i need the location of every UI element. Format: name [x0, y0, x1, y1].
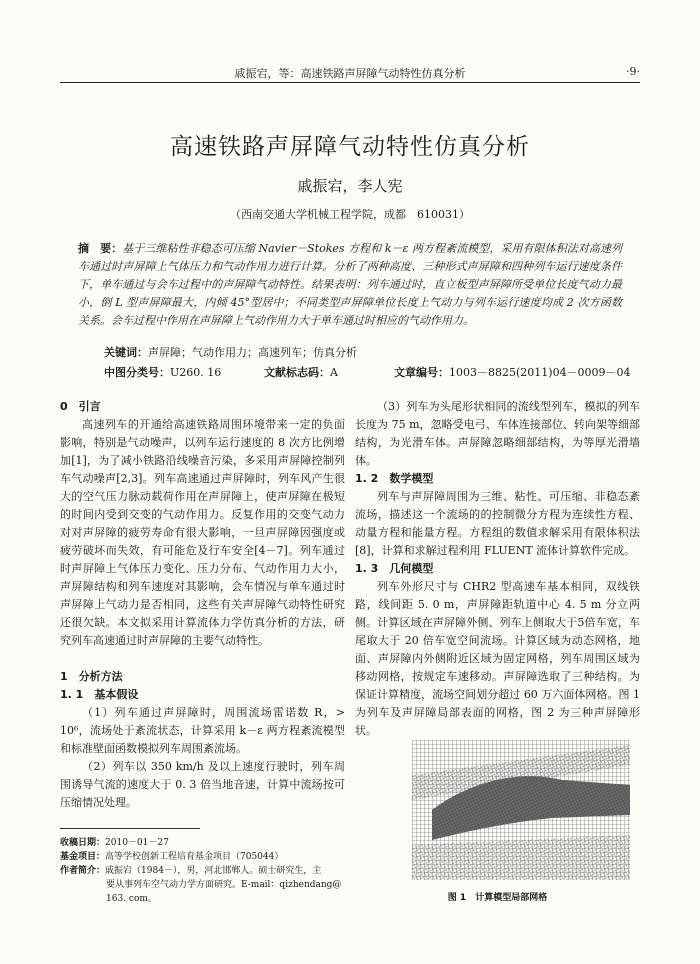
received-date: 收稿日期：2010－01－27 — [60, 838, 169, 848]
paper-title: 高速铁路声屏障气动特性仿真分析 — [170, 134, 530, 160]
geometry-model-paragraph: 列车外形尺寸与 CHR2 型高速车基本相同，双线铁路，线间距 5. 0 m，声屏障距轨道中心 4. 5 m 分立两侧。计算区域在声屏障外侧、列车上侧取大于5倍车宽，车尾取大于 20 倍车宽空间流场。计算区域为动态网格，地面、声屏障内外侧附近区域为固定网格，列车周围区域为移动网格，按规定车速移动。声屏障选取了三种结构。为保证计算精度，流场空间划分超过 60 万六面体网格。图 1 为列车及声屏障局部表面的网格，图 2 为三种声屏障形状。 — [355, 580, 640, 737]
assumptions-heading: 1. 1 基本假设 — [60, 688, 139, 701]
intro-heading: 0 引言 — [60, 400, 101, 413]
math-model-paragraph: 列车与声屏障周围为三维、粘性、可压缩、非稳态紊流场，描述这一个流场的的控制微分方程为连续性方程、动量方程和能量方程。方程组的数值求解采用有限体积法[8]，计算和求解过程利用 FLUENT 流体计算软件完成。 — [355, 490, 640, 557]
doc-code-value: A — [330, 366, 338, 379]
page-number: ·9· — [626, 65, 640, 78]
footnotes — [60, 836, 345, 906]
assumption-2: （2）列车以 350 km/h 及以上速度行驶时，列车周围诱导气流的速度大于 0. 3 倍当地音速，计算中流场按可压缩情况处理。 — [60, 760, 345, 809]
article-number-label: 文章编号： — [394, 366, 449, 379]
footnote-rule — [60, 828, 200, 829]
abstract — [78, 240, 622, 330]
assumption-3: （3）列车为头尾形状相同的流线型列车，模拟的列车长度为 75 m，忽略受电弓、车体连接部位、转向架等细部结构，为光滑车体。声屏障忽略细部结构，为等厚光滑墙体。 — [355, 400, 640, 467]
geometry-model-heading: 1. 3 几何模型 — [355, 562, 434, 575]
figure-1-mesh-image — [412, 740, 630, 880]
affiliation: （西南交通大学机械工程学院，成都 610031） — [230, 208, 470, 221]
clc-label: 中图分类号： — [104, 366, 170, 379]
intro-paragraph: 高速列车的开通给高速铁路周围环境带来一定的负面影响，特别是气动噪声，以列车运行速度的 8 次方比例增加[1]，为了减小铁路沿线噪音污染，多采用声屏障控制列车气动噪声[2,3]。列车高速通过声屏障时，列车风产生很大的空气压力脉动载荷作用在声屏障上，使声屏障在极短的时间内受到交变的气动作用力。反复作用的交变气动力对对声屏障的疲劳寿命有很大影响，一旦声屏障因强度或疲劳破坏而失效，有可能危及行车安全[4－7]。列车通过时声屏障上气体压力变化、压力分布、气动作用力大小，声屏障结构和列车速度对其影响，会车情况与单车通过时声屏障上气动力是否相同，这些有关声屏障气动特性研究还很欠缺。本文拟采用计算流体力学仿真分析的方法，研究列车高速通过时声屏障的主要气动特性。 — [60, 418, 345, 647]
author-bio-line-3: 163. com。 — [106, 894, 157, 904]
keywords-text: 声屏障；气动作用力；高速列车；仿真分析 — [148, 346, 357, 359]
math-model-heading: 1. 2 数学模型 — [355, 472, 434, 485]
authors: 戚振宕，李人宪 — [297, 177, 403, 195]
article-number-field — [394, 364, 631, 380]
running-header — [60, 62, 640, 83]
clc-field — [104, 364, 221, 380]
keywords-label: 关键词： — [104, 346, 148, 359]
abstract-label: 摘 要： — [78, 242, 123, 255]
running-title: 戚振宕，等：高速铁路声屏障气动特性仿真分析 — [234, 67, 466, 80]
mesh-illustration — [412, 740, 630, 880]
doc-code-field — [264, 364, 338, 380]
clc-value: U260. 16 — [170, 366, 222, 379]
keywords — [104, 344, 357, 360]
funding: 基金项目：高等学校创新工程培育基金项目（705044） — [60, 852, 284, 862]
method-heading: 1 分析方法 — [60, 670, 123, 683]
author-bio-line-2: 要从事列车空气动力学方面研究。E-mail：qizhendang@ — [106, 880, 342, 890]
assumption-1: （1）列车通过声屏障时，周围流场雷诺数 R，> 10⁶，流场处于紊流状态，计算采用 k－ε 两方程紊流模型和标准壁面函数模拟列车周围紊流场。 — [60, 706, 345, 755]
abstract-text: 基于三维粘性非稳态可压缩 Navier－Stokes 方程和 k－ε 两方程紊流模型，采用有限体积法对高速列车通过时声屏障上气体压力和气动作用力进行计算。分析了两种高度、三种形式声屏障和四种列车运行速度条件下，单车通过与会车过程中的声屏障气动特性。结果表明：列车通过时，直立板型声屏障所受单位长度气动力最小，倒 L 型声屏障最大，内倾 45°型居中；不同类型声屏障单位长度上气动力与列车运行速度均成 2 次方函数关系。会车过程中作用在声屏障上气动作用力大于单车通过时相应的气动作用力。 — [78, 242, 622, 327]
right-column — [355, 398, 640, 740]
doc-code-label: 文献标志码： — [264, 366, 330, 379]
author-bio: 作者简介：戚振宕（1984－），男，河北邯郸人。硕士研究生，主 — [60, 866, 322, 876]
classification-line — [104, 364, 631, 380]
left-column — [60, 398, 345, 812]
figure-1-caption: 图 1 计算模型局部网格 — [447, 893, 548, 903]
article-number-value: 1003－8825(2011)04－0009－04 — [449, 366, 631, 379]
